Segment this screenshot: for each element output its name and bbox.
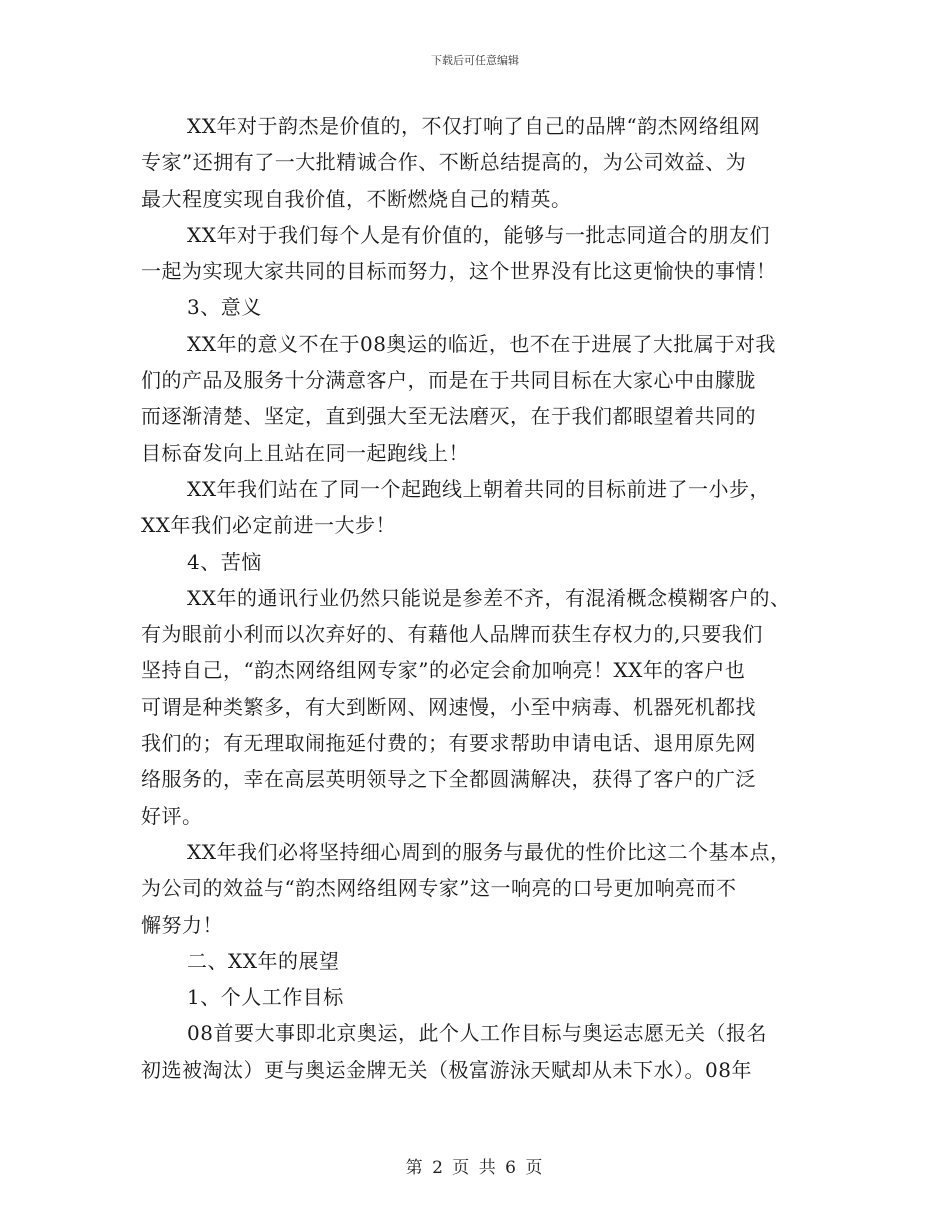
text-line: 3、意义	[187, 295, 262, 320]
text-line: 初选被淘汰）更与奥运金牌无关（极富游泳天赋却从未下水）。08年	[141, 1057, 752, 1082]
text-line: 们的产品及服务十分满意客户，而是在于共同目标在大家心中由朦胧	[141, 368, 756, 393]
text-line: 懈努力！	[141, 912, 223, 937]
text-line: 08首要大事即北京奥运，此个人工作目标与奥运志愿无关（报名	[187, 1021, 767, 1046]
text-line: 可谓是种类繁多，有大到断网、网速慢，小至中病毒、机器死机都找	[141, 694, 756, 719]
text-line: 好评。	[141, 803, 203, 828]
text-line: XX年对于我们每个人是有价值的，能够与一批志同道合的朋友们	[187, 222, 770, 247]
text-line: 最大程度实现自我价值，不断燃烧自己的精英。	[141, 186, 572, 211]
text-line: 1、个人工作目标	[187, 985, 344, 1010]
text-line: XX年我们站在了同一个起跑线上朝着共同的目标前进了一小步，	[187, 476, 770, 501]
text-line: 4、苦恼	[187, 549, 262, 574]
body-text	[141, 108, 809, 1088]
text-line: XX年我们必定前进一大步！	[141, 513, 396, 538]
text-line: 专家”还拥有了一大批精诚合作、不断总结提高的，为公司效益、为	[141, 150, 747, 175]
text-line: 我们的；有无理取闹拖延付费的；有要求帮助申请电话、退用原先网	[141, 731, 756, 756]
text-line: 为公司的效益与“韵杰网络组网专家”这一响亮的口号更加响亮而不	[141, 876, 737, 901]
text-line: XX年的意义不在于08奥运的临近，也不在于进展了大批属于对我	[187, 331, 776, 356]
text-line: XX年对于韵杰是价值的，不仅打响了自己的品牌“韵杰网络组网	[187, 114, 761, 138]
page-header: 下载后可任意编辑	[431, 54, 519, 67]
text-line: 络服务的，幸在高层英明领导之下全都圆满解决，获得了客户的广泛	[141, 767, 756, 792]
text-line: XX年的通讯行业仍然只能说是参差不齐，有混淆概念模糊客户的、	[187, 585, 791, 610]
text-line: 目标奋发向上且站在同一起跑线上！	[141, 440, 469, 465]
text-line: 有为眼前小利而以次弃好的、有藉他人品牌而获生存权力的,只要我们	[141, 622, 763, 647]
text-line: 而逐渐清楚、坚定，直到强大至无法磨灭，在于我们都眼望着共同的	[141, 404, 756, 429]
text-line: 坚持自己，“韵杰网络组网专家”的必定会俞加响亮！XX年的客户也	[141, 658, 746, 683]
page-footer: 第 2 页 共 6 页	[405, 1158, 545, 1178]
text-line: 二、XX年的展望	[187, 948, 340, 973]
text-line: 一起为实现大家共同的目标而努力，这个世界没有比这更愉快的事情！	[141, 259, 777, 284]
text-line: XX年我们必将坚持细心周到的服务与最优的性价比这二个基本点，	[187, 839, 791, 864]
